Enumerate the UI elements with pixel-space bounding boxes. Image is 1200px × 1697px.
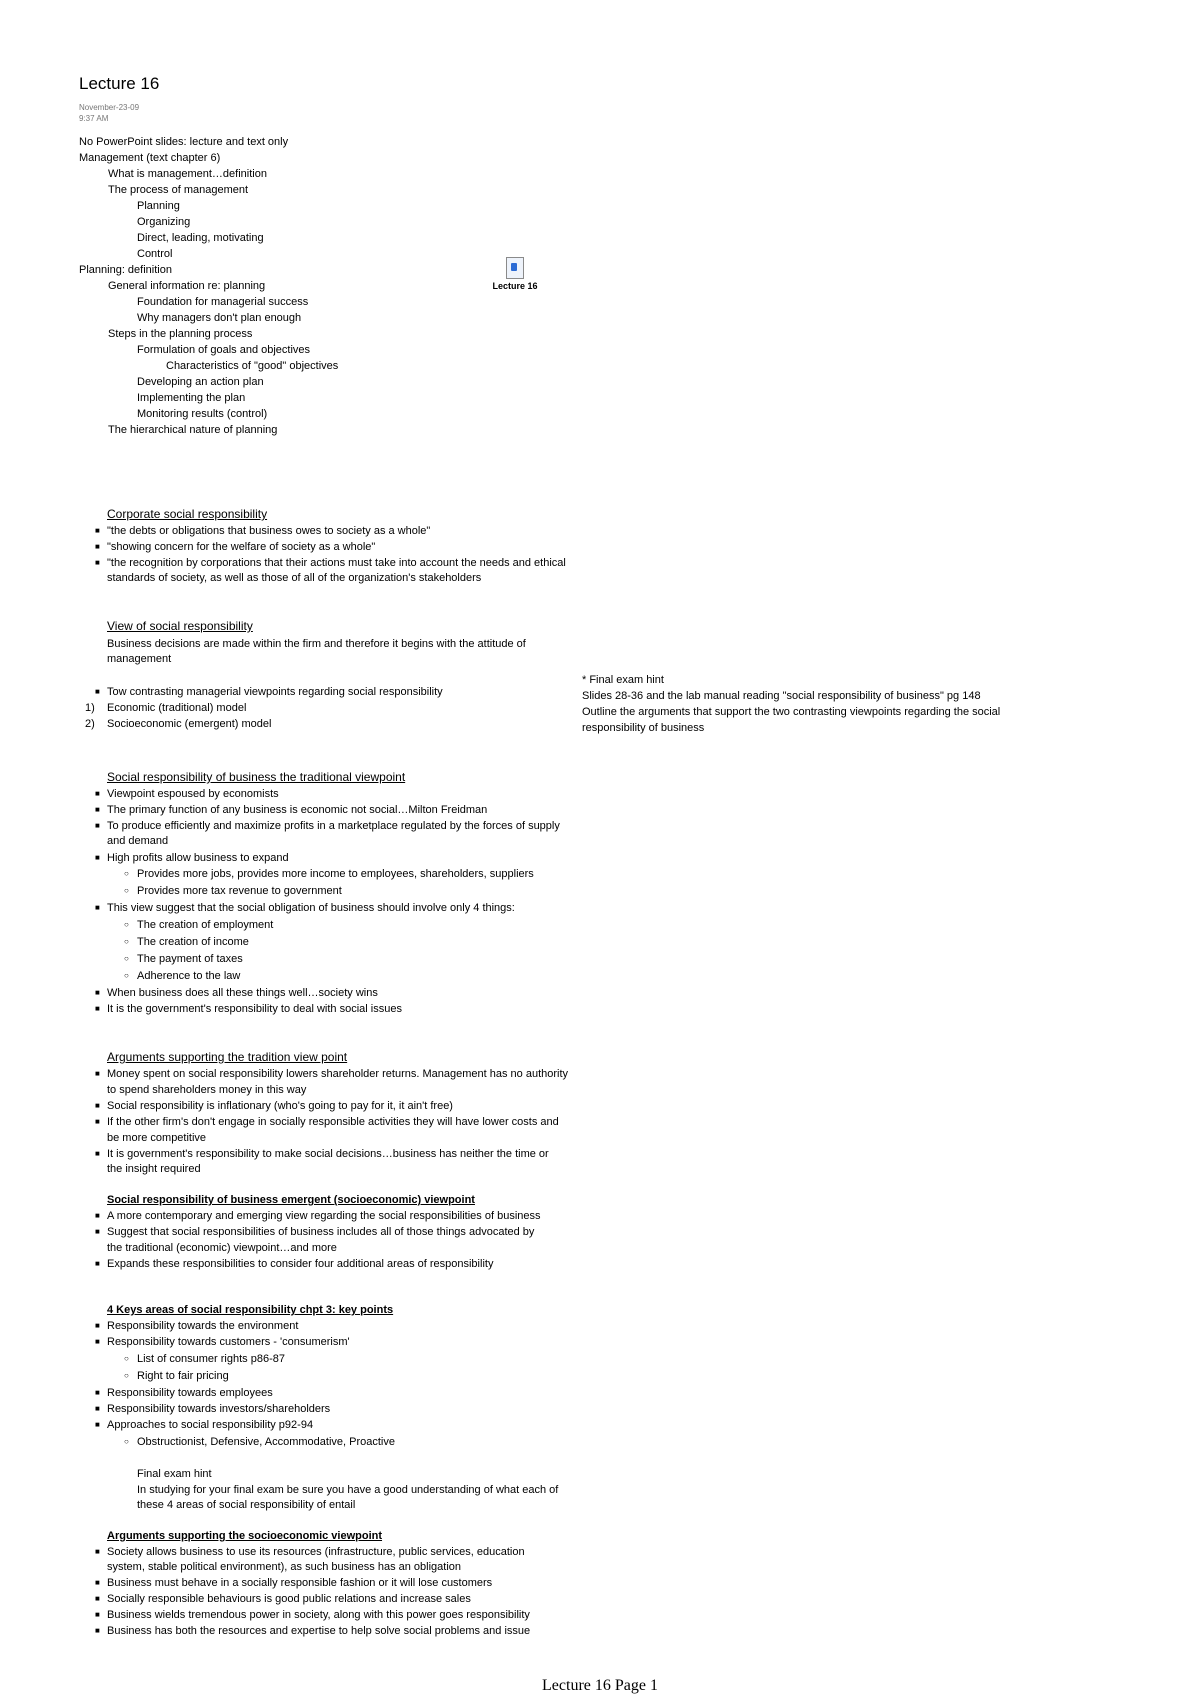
- section-heading: 4 Keys areas of social responsibility chpt 3: key points: [107, 1304, 394, 1316]
- list-item: The creation of income: [137, 936, 249, 948]
- bullet-icon: ■: [95, 805, 100, 814]
- list-item: The creation of employment: [137, 919, 274, 931]
- list-item: "showing concern for the welfare of society as a whole": [107, 541, 376, 553]
- list-item: Business must behave in a socially responsible fashion or it will lose customers: [107, 1577, 493, 1589]
- list-item: If the other firm's don't engage in socially responsible activities they will have lower costs and: [107, 1116, 559, 1128]
- bullet-icon: ■: [95, 1004, 100, 1013]
- list-item: Expands these responsibilities to consider four additional areas of responsibility: [107, 1258, 494, 1270]
- note-date: November-23-09: [79, 103, 140, 112]
- circle-bullet-icon: ○: [124, 1371, 129, 1380]
- list-item: To produce efficiently and maximize profits in a marketplace regulated by the forces of supply: [107, 820, 560, 832]
- outline-line: Planning: [137, 200, 180, 212]
- outline-line: Monitoring results (control): [137, 408, 268, 420]
- list-item: It is the government's responsibility to deal with social issues: [107, 1003, 402, 1015]
- list-item: system, stable political environment), as such business has an obligation: [107, 1561, 462, 1573]
- circle-bullet-icon: ○: [124, 937, 129, 946]
- attachment[interactable]: [490, 257, 540, 291]
- list-item: the traditional (economic) viewpoint…and more: [107, 1242, 337, 1254]
- circle-bullet-icon: ○: [124, 954, 129, 963]
- outline-line: Direct, leading, motivating: [137, 232, 264, 244]
- bullet-icon: ■: [95, 1420, 100, 1429]
- outline-line: Implementing the plan: [137, 392, 246, 404]
- bullet-icon: ■: [95, 1594, 100, 1603]
- list-item: The primary function of any business is economic not social…Milton Freidman: [107, 804, 488, 816]
- list-item: It is government's responsibility to make social decisions…business has neither the time or: [107, 1148, 549, 1160]
- list-item: Viewpoint espoused by economists: [107, 788, 279, 800]
- list-item: Approaches to social responsibility p92-94: [107, 1419, 314, 1431]
- bullet-icon: ■: [95, 1259, 100, 1268]
- outline-line: Characteristics of "good" objectives: [166, 360, 339, 372]
- page-footer: Lecture 16 Page 1: [542, 1677, 658, 1694]
- circle-bullet-icon: ○: [124, 869, 129, 878]
- list-item: High profits allow business to expand: [107, 852, 289, 864]
- audio-file-icon: [506, 257, 524, 279]
- bullet-icon: ■: [95, 1388, 100, 1397]
- list-item: and demand: [107, 835, 169, 847]
- list-item: Socioeconomic (emergent) model: [107, 718, 272, 730]
- bullet-icon: ■: [95, 542, 100, 551]
- list-item: to spend shareholders money in this way: [107, 1084, 307, 1096]
- outline-line: Planning: definition: [79, 264, 172, 276]
- list-item: Responsibility towards employees: [107, 1387, 273, 1399]
- list-item: Socially responsible behaviours is good public relations and increase sales: [107, 1593, 471, 1605]
- bullet-icon: ■: [95, 1149, 100, 1158]
- bullet-icon: ■: [95, 1547, 100, 1556]
- list-item: Responsibility towards the environment: [107, 1320, 299, 1332]
- page-title: Lecture 16: [79, 74, 160, 93]
- hint-line: Outline the arguments that support the two contrasting viewpoints regarding the social: [582, 706, 1001, 718]
- list-item: Provides more jobs, provides more income to employees, shareholders, suppliers: [137, 868, 534, 880]
- list-item: List of consumer rights p86-87: [137, 1353, 285, 1365]
- list-item: Business wields tremendous power in society, along with this power goes responsibility: [107, 1609, 530, 1621]
- bullet-icon: ■: [95, 789, 100, 798]
- circle-bullet-icon: ○: [124, 920, 129, 929]
- list-item: Right to fair pricing: [137, 1370, 229, 1382]
- list-item: The payment of taxes: [137, 953, 243, 965]
- hint-line: In studying for your final exam be sure you have a good understanding of what each of: [137, 1484, 559, 1496]
- bullet-icon: ■: [95, 526, 100, 535]
- list-item: A more contemporary and emerging view regarding the social responsibilities of business: [107, 1210, 541, 1222]
- list-item: Suggest that social responsibilities of business includes all of those things advocated by: [107, 1226, 535, 1238]
- section-heading: Social responsibility of business the traditional viewpoint: [107, 770, 406, 784]
- bullet-icon: ■: [95, 988, 100, 997]
- section-heading: Arguments supporting the socioeconomic viewpoint: [107, 1530, 383, 1542]
- list-item: Obstructionist, Defensive, Accommodative, Proactive: [137, 1436, 395, 1448]
- list-item: Economic (traditional) model: [107, 702, 247, 714]
- bullet-icon: ■: [95, 1321, 100, 1330]
- outline-line: The hierarchical nature of planning: [108, 424, 278, 436]
- bullet-icon: ■: [95, 853, 100, 862]
- list-item: Business has both the resources and expertise to help solve social problems and issue: [107, 1625, 531, 1637]
- bullet-icon: ■: [95, 1069, 100, 1078]
- list-number: 2): [85, 718, 95, 730]
- outline-line: What is management…definition: [108, 168, 267, 180]
- section-heading: View of social responsibility: [107, 619, 253, 633]
- circle-bullet-icon: ○: [124, 1354, 129, 1363]
- circle-bullet-icon: ○: [124, 886, 129, 895]
- list-item: standards of society, as well as those of all of the organization's stakeholders: [107, 572, 482, 584]
- list-item: Tow contrasting managerial viewpoints regarding social responsibility: [107, 686, 443, 698]
- attachment-label: Lecture 16: [492, 281, 538, 291]
- hint-line: Final exam hint: [137, 1468, 212, 1480]
- bullet-icon: ■: [95, 1227, 100, 1236]
- bullet-icon: ■: [95, 903, 100, 912]
- bullet-icon: ■: [95, 1337, 100, 1346]
- outline-line: Formulation of goals and objectives: [137, 344, 311, 356]
- circle-bullet-icon: ○: [124, 1437, 129, 1446]
- outline-line: Foundation for managerial success: [137, 296, 309, 308]
- hint-line: these 4 areas of social responsibility of entail: [137, 1499, 356, 1511]
- outline-line: Developing an action plan: [137, 376, 264, 388]
- list-item: Provides more tax revenue to government: [137, 885, 342, 897]
- hint-line: * Final exam hint: [582, 674, 664, 686]
- circle-bullet-icon: ○: [124, 971, 129, 980]
- list-item: Adherence to the law: [137, 970, 241, 982]
- outline-line: Management (text chapter 6): [79, 152, 221, 164]
- bullet-icon: ■: [95, 1117, 100, 1126]
- section-heading: Arguments supporting the tradition view point: [107, 1050, 348, 1064]
- bullet-icon: ■: [95, 1578, 100, 1587]
- list-item: Responsibility towards customers - 'consumerism': [107, 1336, 350, 1348]
- outline-line: Control: [137, 248, 173, 260]
- bullet-icon: ■: [95, 558, 100, 567]
- bullet-icon: ■: [95, 1101, 100, 1110]
- bullet-icon: ■: [95, 1211, 100, 1220]
- list-item: "the debts or obligations that business owes to society as a whole": [107, 525, 431, 537]
- list-item: the insight required: [107, 1163, 201, 1175]
- list-item: This view suggest that the social obligation of business should involve only 4 things:: [107, 902, 515, 914]
- outline-line: Why managers don't plan enough: [137, 312, 302, 324]
- bullet-icon: ■: [95, 687, 100, 696]
- section-heading: Social responsibility of business emergent (socioeconomic) viewpoint: [107, 1194, 475, 1206]
- outline-line: Steps in the planning process: [108, 328, 253, 340]
- paragraph-line: Business decisions are made within the firm and therefore it begins with the attitude of: [107, 638, 526, 650]
- list-number: 1): [85, 702, 95, 714]
- outline-line: General information re: planning: [108, 280, 266, 292]
- outline-line: No PowerPoint slides: lecture and text only: [79, 136, 289, 148]
- list-item: Money spent on social responsibility lowers shareholder returns. Management has no authority: [107, 1068, 569, 1080]
- list-item: Responsibility towards investors/shareholders: [107, 1403, 331, 1415]
- list-item: When business does all these things well…society wins: [107, 987, 378, 999]
- bullet-icon: ■: [95, 821, 100, 830]
- bullet-icon: ■: [95, 1610, 100, 1619]
- bullet-icon: ■: [95, 1626, 100, 1635]
- outline-line: The process of management: [108, 184, 249, 196]
- list-item: be more competitive: [107, 1132, 207, 1144]
- outline-line: Organizing: [137, 216, 191, 228]
- note-time: 9:37 AM: [79, 114, 109, 123]
- list-item: Society allows business to use its resources (infrastructure, public services, education: [107, 1546, 525, 1558]
- bullet-icon: ■: [95, 1404, 100, 1413]
- list-item: "the recognition by corporations that their actions must take into account the needs and ethical: [107, 557, 566, 569]
- section-heading: Corporate social responsibility: [107, 507, 268, 521]
- hint-line: responsibility of business: [582, 722, 705, 734]
- list-item: Social responsibility is inflationary (who's going to pay for it, it ain't free): [107, 1100, 453, 1112]
- paragraph-line: management: [107, 653, 172, 665]
- hint-line: Slides 28-36 and the lab manual reading "social responsibility of business" pg 148: [582, 690, 981, 702]
